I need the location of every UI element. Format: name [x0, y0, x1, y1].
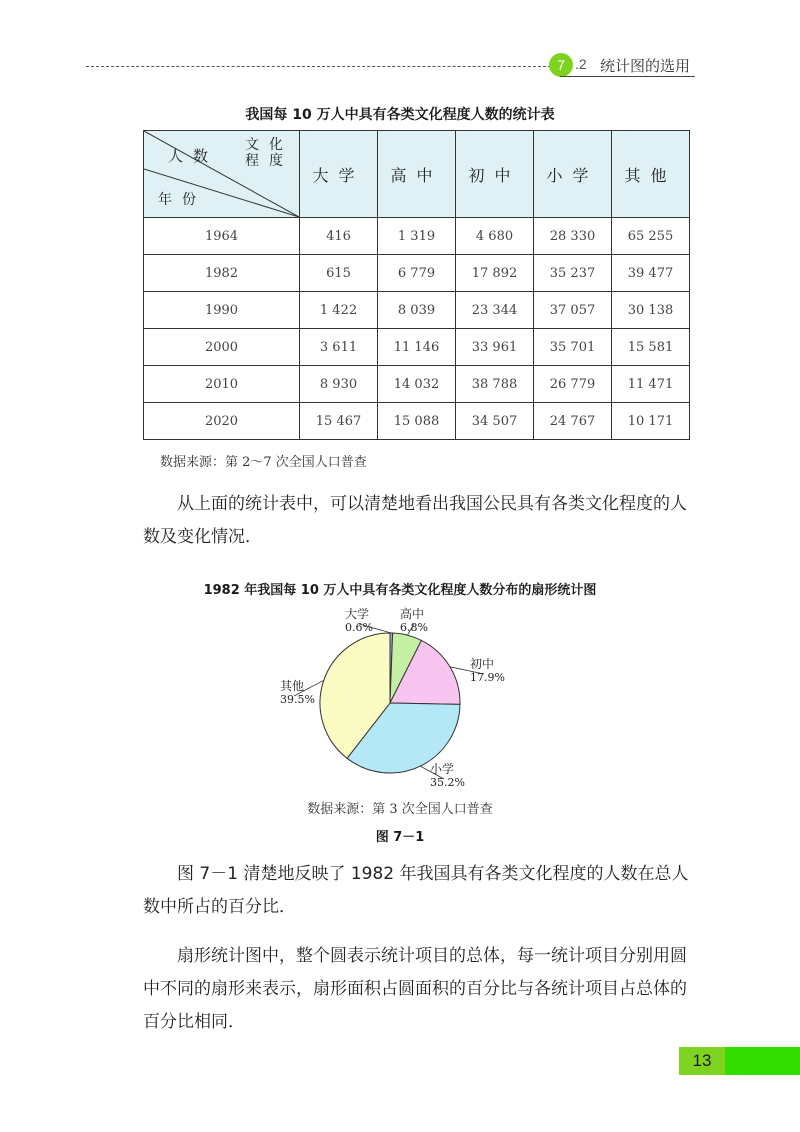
slice-percent-label: 17.9% [470, 671, 505, 684]
value-cell: 4 680 [456, 218, 534, 255]
value-cell: 1 319 [378, 218, 456, 255]
section-title: 统计图的选用 [600, 57, 691, 75]
value-cell: 3 611 [300, 329, 378, 366]
value-cell: 11 146 [378, 329, 456, 366]
figure-caption: 图 7－1 [375, 830, 425, 845]
diag-label-level: 文化 程度 [245, 137, 293, 169]
year-cell: 1982 [144, 255, 300, 292]
value-cell: 15 088 [378, 403, 456, 440]
section-subnumber: .2 [575, 56, 587, 72]
table-row [144, 292, 690, 329]
table-source: 数据来源：第 2～7 次全国人口普查 [160, 455, 367, 470]
value-cell: 10 171 [612, 403, 690, 440]
slice-category-label: 其他 [280, 679, 305, 693]
diag-label-year: 年份 [158, 192, 206, 208]
slice-category-label: 大学 [345, 607, 370, 621]
value-cell: 26 779 [534, 366, 612, 403]
value-cell: 11 471 [612, 366, 690, 403]
value-cell: 39 477 [612, 255, 690, 292]
header-underline [560, 76, 695, 77]
table-row [144, 255, 690, 292]
value-cell: 24 767 [534, 403, 612, 440]
year-cell: 2010 [144, 366, 300, 403]
paragraph-3: 扇形统计图中，整个圆表示统计项目的总体，每一统计项目分别用圆中不同的扇形来表示，扇形面积占圆面积的百分比与各统计项目占总体的百分比相同． [143, 946, 687, 1032]
table-row [144, 366, 690, 403]
value-cell: 416 [300, 218, 378, 255]
value-cell: 35 701 [534, 329, 612, 366]
table-row [144, 218, 690, 255]
column-header: 其他 [612, 131, 690, 218]
page-bar [725, 1047, 800, 1075]
pie-chart [270, 598, 530, 798]
year-cell: 1990 [144, 292, 300, 329]
value-cell: 17 892 [456, 255, 534, 292]
chart-source: 数据来源：第 3 次全国人口普查 [307, 802, 493, 817]
slice-percent-label: 39.5% [280, 693, 315, 706]
slice-percent-label: 0.6% [345, 621, 373, 634]
value-cell: 65 255 [612, 218, 690, 255]
slice-percent-label: 35.2% [430, 776, 465, 789]
diag-label-count: 人数 [168, 147, 219, 165]
value-cell: 615 [300, 255, 378, 292]
slice-category-label: 小学 [430, 762, 455, 776]
page-number: 13 [679, 1047, 725, 1075]
stats-table [143, 130, 690, 440]
section-badge: 7 [549, 53, 573, 77]
column-header: 小学 [534, 131, 612, 218]
value-cell: 15 581 [612, 329, 690, 366]
value-cell: 28 330 [534, 218, 612, 255]
slice-percent-label: 6.8% [400, 621, 428, 634]
value-cell: 37 057 [534, 292, 612, 329]
value-cell: 38 788 [456, 366, 534, 403]
value-cell: 8 930 [300, 366, 378, 403]
value-cell: 14 032 [378, 366, 456, 403]
slice-category-label: 初中 [470, 657, 495, 671]
year-cell: 1964 [144, 218, 300, 255]
value-cell: 30 138 [612, 292, 690, 329]
value-cell: 35 237 [534, 255, 612, 292]
value-cell: 34 507 [456, 403, 534, 440]
column-header: 大学 [300, 131, 378, 218]
column-header: 初中 [456, 131, 534, 218]
slice-category-label: 高中 [400, 607, 425, 621]
value-cell: 23 344 [456, 292, 534, 329]
diagonal-header-cell [144, 131, 300, 218]
value-cell: 15 467 [300, 403, 378, 440]
value-cell: 33 961 [456, 329, 534, 366]
table-title: 我国每 10 万人中具有各类文化程度人数的统计表 [245, 107, 555, 123]
paragraph-2: 图 7－1 清楚地反映了 1982 年我国具有各类文化程度的人数在总人数中所占的百分比． [143, 864, 689, 917]
value-cell: 1 422 [300, 292, 378, 329]
value-cell: 8 039 [378, 292, 456, 329]
paragraph-1: 从上面的统计表中，可以清楚地看出我国公民具有各类文化程度的人数及变化情况． [143, 494, 687, 547]
year-cell: 2000 [144, 329, 300, 366]
value-cell: 6 779 [378, 255, 456, 292]
header-rule [86, 66, 556, 67]
chart-title: 1982 年我国每 10 万人中具有各类文化程度人数分布的扇形统计图 [203, 583, 597, 598]
table-row [144, 329, 690, 366]
table-row [144, 403, 690, 440]
year-cell: 2020 [144, 403, 300, 440]
column-header: 高中 [378, 131, 456, 218]
